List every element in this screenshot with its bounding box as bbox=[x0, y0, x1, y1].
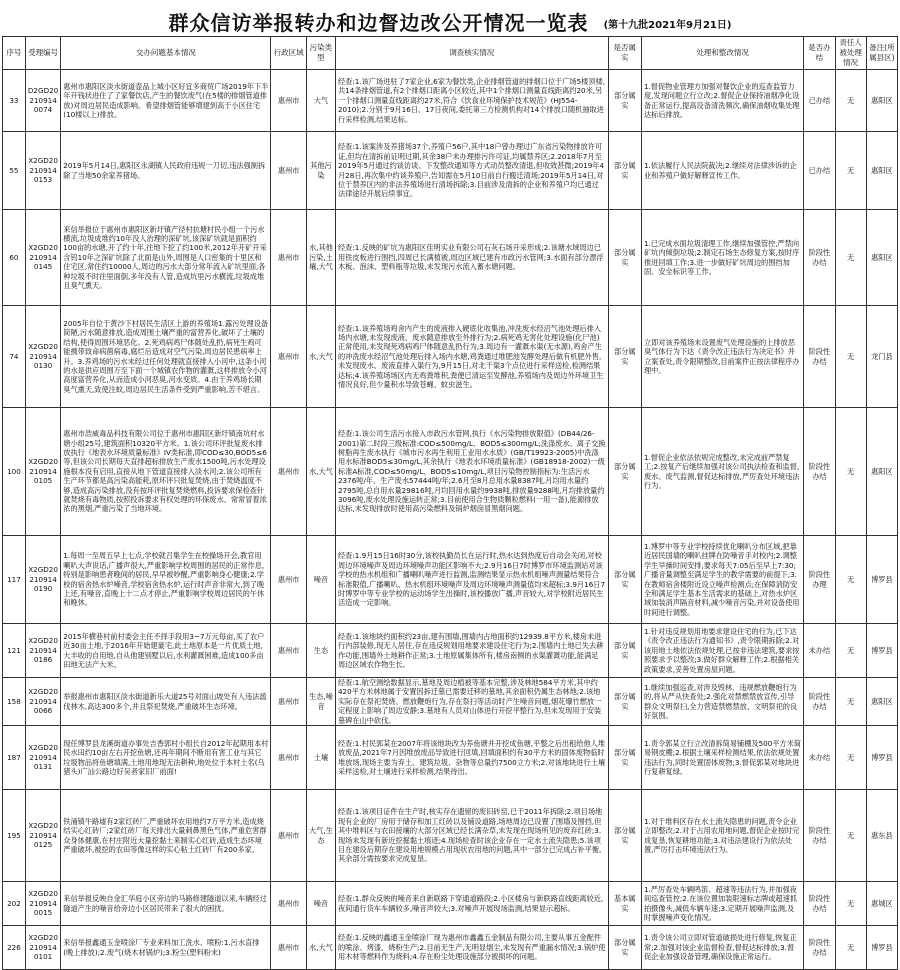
header-survey: 调查核实情况 bbox=[335, 37, 608, 70]
cell-pollution: 水,大气 bbox=[306, 306, 335, 408]
cell-verified: 部分属实 bbox=[608, 306, 641, 408]
header-region: 行政区域 bbox=[271, 37, 306, 70]
cell-accountability: 无 bbox=[835, 678, 866, 726]
cell-survey: 经查:1.反映的矿坑为惠阳区佳明实业有限公司石灰石场开采形成;2.该塘水域周边已用铁皮板进行围挡,四周已长满植被,周边区域已建有市政污水管网;3.水面有部分漂浮木板、泡沫、塑料瓶等垃圾,未发现污水流入蓄水塘问题。 bbox=[335, 210, 608, 306]
cell-region: 惠州市 bbox=[271, 70, 306, 132]
cell-done: 阶段性办结 bbox=[804, 408, 835, 536]
cell-verified: 基本属实 bbox=[608, 882, 641, 926]
header-issue: 交办问题基本情况 bbox=[61, 37, 271, 70]
title-row bbox=[0, 0, 900, 36]
cell-seq: 117 bbox=[3, 536, 26, 624]
cell-note: 惠阳区 bbox=[866, 408, 897, 536]
cell-done: 已办结 bbox=[804, 70, 835, 132]
header-row bbox=[3, 37, 898, 70]
page-title: 群众信访举报转办和边督边改公开情况一览表 bbox=[168, 11, 589, 35]
cell-region: 惠州市 bbox=[271, 624, 306, 678]
cell-done: 已办结 bbox=[804, 132, 835, 210]
cell-issue: 铁涌镇牛路墟有2家红砖厂,严重破坏农用地约7万平方米,造成烧结实心红砖厂;2家红砖厂每天排出大量刺鼻黑色气体,严重危害群众身体健康,在村庄附近大量挖黏土来制实心红砖,造成生态环境严重破坏,被挖的农田等像这样的实心粘土红砖厂有200多家。 bbox=[61, 790, 271, 882]
cell-handling: 1.博罗中等专业学校持续优化喇叭分布区域,把靠近居民国墙的喇叭挂牌在防噪音手对校内;2.调整学生早操时间安排,要求每天7:05后至早上7:30;广播音量调整至满足学生的教学需要的前提下;3.在教师宿舍楼附近设立噪声检测点;在保障消防安全和满足学生基本生活需求的基础上,对热水炉区域加装消声隔音材料,减少噪音污染,并对设备使用时间进行调整。 bbox=[641, 536, 803, 624]
cell-note: 博罗县 bbox=[866, 926, 897, 970]
table-row bbox=[3, 132, 898, 210]
cell-issue: 2019年5月14日,惠阳区永湖镇人民政府违规一刀切,违法强制拆除了当地50余家养猪场。 bbox=[61, 132, 271, 210]
cell-handling: 1.责令郭某立行立改清拆简易铺棚及500平方米简易钢皮棚;2.根据土壤采样检测结果,依法依规处置违法行为,同时处置固体废物;3.督促郭某对地块进行复耕复绿。 bbox=[641, 726, 803, 790]
cell-pollution: 生态 bbox=[306, 624, 335, 678]
cell-accountability: 无 bbox=[835, 210, 866, 306]
cell-issue: 2015年横巷村前村委会主任不择手段用3~7万元每亩,买了农户近30亩土地,于2016年开始建豪宅,此土地原本是一片优质土地,大丰收的自用地,自从他建别墅以后,水利灌溉困难,造成100多亩田地无法产大米。 bbox=[61, 624, 271, 678]
cell-survey: 经查:1.反映的鑫通玉金喷涂厂现为惠州市鑫鑫五金制品有限公司,主要从事五金配件的喷涂、烤漆、烧粉生产;2.目前无生产,无明显烟尘,未发现有严重漏水情况;3.锅炉使用木材等燃料作为烧料;4.存在粉尘处理设施部分被损坏的问题。 bbox=[335, 926, 608, 970]
cell-survey: 经查:1.群众反映的噪音来自新联路下穿通道路段;2.小区楼房与新联路直线距离较近,夜间通行货车车辆较多,噪音声较大;3.对噪声开展现场监测,结果显示超标。 bbox=[335, 882, 608, 926]
cell-verified: 部分属实 bbox=[608, 726, 641, 790]
table-row bbox=[3, 624, 898, 678]
cell-issue: 2005年自位于黄沙下村居民生活区上游的养殖场1.露污处理设备简陋,污水随意排放,造成周围土壤严重的富营养化,破坏了土壤的结构,使得周围环境恶化。2.死鸡病鸡尸体随处乱扔,病死生鸡可能携带致命病菌病毒,腐烂后造成对空气污染,周边居民患病率上升。3.养鸡场的污水未经过任何处理就直接排入小河中,这条小河的水是供应周围万至下面一个城镇农作物的灌溉,这样排放令小河高度富营养化,从而造成小河恶臭,河水变质。4.由于养鸡场长期臭气熏天,致使注蚊,周边居民生活条件受到严重影响,苦不堪言。 bbox=[61, 306, 271, 408]
header-done: 是否办结 bbox=[804, 37, 835, 70]
cell-verified: 部分属实 bbox=[608, 624, 641, 678]
header-pollution: 污染类型 bbox=[306, 37, 335, 70]
cell-handling: 1.督促物业管理方加强对餐饮企业的巡查监管力度,发现问题立行立改;2.督促企业保持油烟净化设备正常运行,提高设备清洗频次,确保油烟收集处理达标后排放。 bbox=[641, 70, 803, 132]
cell-handling: 1.针对违反规划用地要求建设住宅的行为,已下达《责令改正违法行为通知书》,责令限期拆除;2.对该用地土地依法依规处理,已按非违法建筑,要求按照要求予以整改;3.做好群众解释工作;2.根据相关政策要求,妥善处置房屋问题。 bbox=[641, 624, 803, 678]
cell-issue: 1.每周一至周五早上七点,学校就召集学生在校操场开会,教官用喇叭大声说话,广播声很大,严重影响学校周围的居民的正常作息,特别是影响患者晚间的居民,早早被吵醒,严重影响身心健康;2.学校的宿舍热水炉噪音,学校宿舍热水炉,运行时声音非常大,到了晚上还,有噪音,直晚上十二点才停止,严重影响学校周边居民的午休和晚休。 bbox=[61, 536, 271, 624]
cell-survey: 经查:1.9月15日16时30分,该校执勤员长在运行时,热水达到热度后自动会关闭,对校周边环境噪声及周边环境噪声功能区影响不大;2.9月16日7时博罗市环境监测站对该学校的热水机组和广播喇叭噪声进行监测,监测结果显示热水机组噪声测量结果符合标准限值,广播喇叭、热水机组环境噪声及周边环境噪声测量值均未超标;3.9月16日7时博罗中等专业学校的运动场学生出操时,该校播放广播,声音较大,对学校附近居民生活造成一定影响。 bbox=[335, 536, 608, 624]
cell-seq: 55 bbox=[3, 132, 26, 210]
cell-accountability: 无 bbox=[835, 536, 866, 624]
cell-code: X2GD202109140186 bbox=[25, 624, 60, 678]
cell-region: 惠州市 bbox=[271, 678, 306, 726]
cell-code: X2GD202109140130 bbox=[25, 306, 60, 408]
cell-survey: 经查:1.该公司生活污水接入市政污水管网,执行《水污染物排放限值》(DB44/26-2001)第二时段三级标准:COD≤500mg/L、BOD5≤300mg/L;洗涤废水、离子交换树脂再生废水执行《城市污水再生利用工业用水水质》(GB/T19923-2005)中洗涤用水标准BOD5≤30mg/L,其余执行《地表水环境质量标准》(GB18918-2002)一级标准A标准,COD≤50mg/L、BOD5≤10mg/L,项目污染物控制指标为:生活污水2376吨/年、生产废水57444吨/年;2.6月至8月总用水量8387吨,月均用水量约2795吨,总自用水量29816吨,月均回用水量约9938吨,排放量9288吨,月均排放量约3096吨,废水处理设施运转正常;3.目前使用合生物质颗粒燃料(一用一备),能源排放达标,未发现排放时使用高污染燃料及锅炉烟囱冒黑烟问题。 bbox=[335, 408, 608, 536]
cell-done: 阶段性办结 bbox=[804, 926, 835, 970]
cell-survey: 经查:1.该广场进驻了7家企业,6家为餐饮类,企业排烟管道的排烟口位于广场5楼顶楼,共14条排烟管道,有2个排烟口距离小区较近,其中1个排烟口测量直线距离约20米,另一个排烟口测量直线距离约27米,符合《饮食业环境保护技术规范》(HJ554-2010);2.分别于9月16日、17日夜间,委托第三方检测机构对14个排放口随机抽取进行采样检测,结果达标。 bbox=[335, 70, 608, 132]
table-row bbox=[3, 882, 898, 926]
header-verified: 是否属实 bbox=[608, 37, 641, 70]
cell-code: D2GD202109140074 bbox=[25, 70, 60, 132]
cell-handling: 1.已完成水面垃圾清理工作,继续加强管控,严禁向矿坑内倾倒垃圾;2.制定石场生态修复方案,按时序推进回填工作;3.进一步做好矿坑周边的围挡加固、安全标识等工作。 bbox=[641, 210, 803, 306]
batch-label: (第十九批2021年9月21日) bbox=[603, 19, 732, 31]
cell-handling: 1.依法履行人民法院裁决;2.继续对法律涉诉的企业和养殖户做好解释宣传工作。 bbox=[641, 132, 803, 210]
cell-region: 惠州市 bbox=[271, 882, 306, 926]
cell-accountability: 无 bbox=[835, 70, 866, 132]
cell-note: 博罗县 bbox=[866, 624, 897, 678]
cell-seq: 121 bbox=[3, 624, 26, 678]
cell-handling: 1.督促企业依法依规完成整改,未完成前严禁复工;2.按复产后继续加强对该公司执法检查和监督,废水、废气监测,督促达标排放,严厉查处环境违法行为。 bbox=[641, 408, 803, 536]
cell-accountability: 无 bbox=[835, 408, 866, 536]
cell-note: 惠阳区 bbox=[866, 210, 897, 306]
cell-seq: 202 bbox=[3, 882, 26, 926]
cell-issue: 来信举报反映自金汇华庭小区旁边的马路修建隧道以来,车辆经过隧道产生的噪音给旁边小区居民带来了很大的困扰。 bbox=[61, 882, 271, 926]
cell-handling: 1.对于堆料区存在水土流失隐患的问题,责令企业立即整改;2.对于占用农用地问题,督促企业按时完成复垦,恢复耕地功能;3.对违法建设行为依法处置,严厉打击环境违法行为。 bbox=[641, 790, 803, 882]
cell-survey: 经查:1.村民郭某在2007年将该地块改为养鱼塘并开挖成鱼塘,平整之后出租给他人堆放废品,2021年7月因堆放废品导致进行回填,回填面积约有30平方米的固体废物临时堆放场,现场主要为弃土、建筑垃圾、杂物等总量约7500立方米;2.对该地块进行土壤采样送检,对土壤进行采样检测,结果待出。 bbox=[335, 726, 608, 790]
cell-seq: 33 bbox=[3, 70, 26, 132]
cell-verified: 部分属实 bbox=[608, 132, 641, 210]
cell-handling: 1.严厉查处车辆鸣笛、超速等违法行为,并加强夜间巡查管控;2.在该位置加装限速标志牌或超速抓拍摄像头,减低车辆车速;3.定期开展噪声监测,及时掌握噪声变化情况。 bbox=[641, 882, 803, 926]
cell-region: 惠州市 bbox=[271, 210, 306, 306]
table-row bbox=[3, 70, 898, 132]
cell-issue: 惠州市浩威毒品科技有限公司位于惠州市惠阳区新圩镇南坑村水塘小组25号,建筑面积10320平方米。1.该公司环评批复废水排放执行《地表水环境质量标准》IV类标准,即COD≤30,BOD5≤6等,但该公司长期每天直排超标排放生产废水1500吨,污水处理设施根本没有启用,直接从地下管道直接排入淡水河;2.该公司所有生产环节都是高污染高能耗,原环评只批复焚烧,由于焚烧温度不够,造成高污染排放,没有按环评批复焚烧燃料,投诉要求保检查针就焚烧有毒物质,按照投诉要求有权处理的环保废水、常常冒着浓浓的黑烟,严重污染了当地环境。 bbox=[61, 408, 271, 536]
cell-code: X2GD202109140105 bbox=[25, 408, 60, 536]
cell-pollution: 其他污染 bbox=[306, 132, 335, 210]
cell-verified: 部分属实 bbox=[608, 408, 641, 536]
table-row bbox=[3, 306, 898, 408]
cell-handling: 1.继续加强巡查,对涉及毁林、违规燃放鞭炮行为的,将从严从快查处;2.强化对禁燃禁放宣传,引导群众文明祭扫,全力营造禁燃禁放、文明祭祀的良好氛围。 bbox=[641, 678, 803, 726]
cell-done: 阶段性办结 bbox=[804, 306, 835, 408]
cell-code: X2GD202109140125 bbox=[25, 790, 60, 882]
cell-pollution: 水,其他污染,土壤,大气 bbox=[306, 210, 335, 306]
header-accountability: 责任人被处理情况 bbox=[835, 37, 866, 70]
cell-verified: 部分属实 bbox=[608, 210, 641, 306]
cell-accountability: 无 bbox=[835, 790, 866, 882]
cell-note: 博罗县 bbox=[866, 536, 897, 624]
cell-code: X2GD202109140190 bbox=[25, 536, 60, 624]
table-row bbox=[3, 536, 898, 624]
cell-pollution: 水,大气 bbox=[306, 408, 335, 536]
cell-issue: 来信举报位于惠州市惠阳区新圩镇产径村抗塘村民小组一个污水横流,垃圾成堆约10年没人治理的深矿坑,该深矿坑就是面积约100亩的水塘,开了约十年,往地下挖了约100米,2012年开矿开采含钨10年之深矿坑除了北面是山外,周围是人口密集的十里区和住宅区,常住约10000人,周边的污水大部分常年流入矿坑里面,各种垃圾不时往里面倒,多年没有人管,造成坑里污水横流,垃圾成堆且臭气熏天。 bbox=[61, 210, 271, 306]
cell-accountability: 无 bbox=[835, 306, 866, 408]
cell-done: 阶段性办结 bbox=[804, 882, 835, 926]
cell-accountability: 无 bbox=[835, 926, 866, 970]
table-row bbox=[3, 408, 898, 536]
cell-region: 惠州市 bbox=[271, 726, 306, 790]
complaints-table bbox=[2, 36, 898, 970]
cell-issue: 举报惠州市惠阳区淡水街道新乐大道25号对面山坡处有人违法滥伐林木,高达300多个,并且祭祀焚烧,严重破坏生态环境。 bbox=[61, 678, 271, 726]
cell-note: 博罗县 bbox=[866, 726, 897, 790]
header-note: 备注(所属县区) bbox=[866, 37, 897, 70]
header-seq: 序号 bbox=[3, 37, 26, 70]
cell-seq: 74 bbox=[3, 306, 26, 408]
cell-seq: 226 bbox=[3, 926, 26, 970]
table-row bbox=[3, 210, 898, 306]
cell-region: 惠州市 bbox=[271, 306, 306, 408]
header-handling: 处理和整改情况 bbox=[641, 37, 803, 70]
cell-verified: 部分属实 bbox=[608, 70, 641, 132]
table-row bbox=[3, 678, 898, 726]
cell-verified: 部分属实 bbox=[608, 536, 641, 624]
cell-region: 惠州市 bbox=[271, 408, 306, 536]
cell-note: 惠阳区 bbox=[866, 678, 897, 726]
cell-code: X2GD202109140131 bbox=[25, 726, 60, 790]
cell-accountability: 无 bbox=[835, 882, 866, 926]
cell-pollution: 噪音 bbox=[306, 536, 335, 624]
cell-code: X2GD202109140015 bbox=[25, 882, 60, 926]
header-code: 受理编号 bbox=[25, 37, 60, 70]
cell-pollution: 大气,生态 bbox=[306, 790, 335, 882]
table-row bbox=[3, 790, 898, 882]
cell-done: 阶段性办结 bbox=[804, 210, 835, 306]
cell-region: 惠州市 bbox=[271, 536, 306, 624]
table-row bbox=[3, 726, 898, 790]
cell-survey: 经查:1.航空测绘数据显示,墓地及周边植被等基本完整,涉及林地584平方米,其中约420平方米林地属于安置因拆迁墓已需要迁移的墓地,其余面积仍属生态林地;2.该地实际存在祭祀焚烧、燃放鞭炮行为,存在祭扫等活动时产生噪音问题,烟花爆竹燃放一定程度上影响了周边安静;3.墓地有人员对山体进行开挖平整行为,但未发现用于安装墓碑在山中砍伐。 bbox=[335, 678, 608, 726]
cell-region: 惠州市 bbox=[271, 132, 306, 210]
cell-code: X2GD202109140145 bbox=[25, 210, 60, 306]
cell-pollution: 土壤 bbox=[306, 726, 335, 790]
cell-note: 惠城区 bbox=[866, 882, 897, 926]
cell-pollution: 水,大气 bbox=[306, 926, 335, 970]
cell-verified: 部分属实 bbox=[608, 790, 641, 882]
cell-seq: 187 bbox=[3, 726, 26, 790]
cell-region: 惠州市 bbox=[271, 790, 306, 882]
cell-survey: 经查:1.该项目证件在生产时,核实存在遗留的废旧砖窑,已于2011年拆除;2.项目场地现有企业的厂房用于储存和加工红砖以及铺设道路,场地周边已设置了围墙及围挡,但其中堆料区与农田接壤的大部分区域已经长满杂草,未发现在现场所见的废弃红砖;3.现场未发现有新近挖掘黏土痕迹;4.现场检查时该企业存在一定水土流失隐患;5.该项目在建设后期存在建设用地规模占用现状农用地的问题,其中一部分已完成占补平衡,其余部分需按要求完成复垦。 bbox=[335, 790, 608, 882]
cell-done: 未办结 bbox=[804, 726, 835, 790]
cell-seq: 195 bbox=[3, 790, 26, 882]
cell-pollution: 生态,噪音 bbox=[306, 678, 335, 726]
cell-seq: 60 bbox=[3, 210, 26, 306]
cell-accountability: 无 bbox=[835, 624, 866, 678]
cell-seq: 158 bbox=[3, 678, 26, 726]
cell-done: 未办结 bbox=[804, 624, 835, 678]
cell-note: 龙门县 bbox=[866, 306, 897, 408]
cell-pollution: 噪音 bbox=[306, 882, 335, 926]
cell-survey: 经查:1.该案涉及养猪场37个,养殖户56户,其中18户曾办理过广东省污染物排放许可证,但均在清拆前证明过期,其余38户未办理排污许可证,均属禁养区;2.2018年7月至2019年5月通过约谈访谈、下发整改通知等方式动员整改清退,但收效甚微;2019年4月28日,再次集中约谈养殖户,告知需在5月10日前自行搬迁清场;2019年5月14日,对位于禁养区内的非法养殖场进行清场拆除;3.目前涉及清拆的企业和养殖户均已通过法律途径开展后续事宜。 bbox=[335, 132, 608, 210]
cell-survey: 经查:1.该养殖场鸡舍内产生的废液排入硬底化收集池,冲洗废水经沼气池处理后排入场内水塘,未发现废液、废水随意排放至外排行为;2.病死鸡无害化处理设施(化尸池)正常使用,未发现死鸡病鸡尸体随意乱扔行为;3.周边有一灌溉水渠(无水源),鸡舍产生的冲洗废水经沼气池处理后排入场内水塘,鸡粪通过堆肥池发酵处理后做有机肥外售,未发现废水、废液直排入渠行为,9月15日,对北干渠3个点位进行采样送检,检测结果达标;4.该养殖场场区内无鸡粪堆积,粪便已清运至发酵池,养殖场内及周边外环境卫生情况良好,但少量积水导致苍蝇、蚊虫滋生。 bbox=[335, 306, 608, 408]
cell-code: X2GD202109140066 bbox=[25, 678, 60, 726]
cell-region: 惠州市 bbox=[271, 926, 306, 970]
cell-survey: 经查:1.该地块约面积约23亩,建有围墙,围墙内占地面积约12939.8平方米,楼房未进行内部装修,现无人居住,存在违反规划用地要求建设住宅行为;2.围墙内土地已失去耕作功能,围墙外土地耕作正常;3.土地原属集体所有,楼房南侧的水渠灌溉功能,能满足周边区域农作物生长。 bbox=[335, 624, 608, 678]
cell-verified: 部分属实 bbox=[608, 926, 641, 970]
cell-verified: 部分属实 bbox=[608, 678, 641, 726]
cell-issue: 来信举报鑫通玉金喷涂厂专业来料加工洗水、喷粉:1.污水直排(晚上排放);2.废气(烧木材锅炉);3.粉尘(塑料粉末) bbox=[61, 926, 271, 970]
cell-issue: 现任博罗县龙溪街道办事处吉香郭村小组长自2012年起期用本村民水田约10亩左右开挖鱼塘,还再年期间不断用有害工业与其它垃圾物品将鱼塘填满,土地用地现无法耕种,地处位于本村土名(乌猪头)广汕公路边好吴者家旧厂前面! bbox=[61, 726, 271, 790]
cell-code: X2GD202109140153 bbox=[25, 132, 60, 210]
cell-pollution: 大气 bbox=[306, 70, 335, 132]
cell-accountability: 无 bbox=[835, 726, 866, 790]
cell-handling: 立即对该养殖场未设置废气处理设施的上排放恶臭气体行为下达《责令改正违法行为决定书》并立案查处,责令限期整改,目前案件正按法律程序办理中。 bbox=[641, 306, 803, 408]
cell-issue: 惠州市惠阳区淡水街道壶品上城小区好宜多商贸广场2019年下半年开钱状进住了了家餐饮店,产生的餐饮废气(在5楼的排烟管道排放)对周边居民造成影响。希望排烟管能够增建到高于小区住宅(10楼以上)排放。 bbox=[61, 70, 271, 132]
table-row bbox=[3, 926, 898, 970]
cell-accountability: 无 bbox=[835, 132, 866, 210]
cell-note: 惠阳区 bbox=[866, 70, 897, 132]
cell-handling: 1.责令该公司立即对管道破损处进行修复,恢复正常;2.加强对该企业监督检查,督促达标排放;3.督促企业加强设备管理,确保设施正常运行。 bbox=[641, 926, 803, 970]
cell-seq: 100 bbox=[3, 408, 26, 536]
cell-done: 阶段性办结 bbox=[804, 678, 835, 726]
cell-note: 惠阳区 bbox=[866, 132, 897, 210]
cell-done: 阶段性办理 bbox=[804, 536, 835, 624]
cell-code: X2GD202109140101 bbox=[25, 926, 60, 970]
cell-note: 惠东县 bbox=[866, 790, 897, 882]
cell-done: 阶段性办结 bbox=[804, 790, 835, 882]
